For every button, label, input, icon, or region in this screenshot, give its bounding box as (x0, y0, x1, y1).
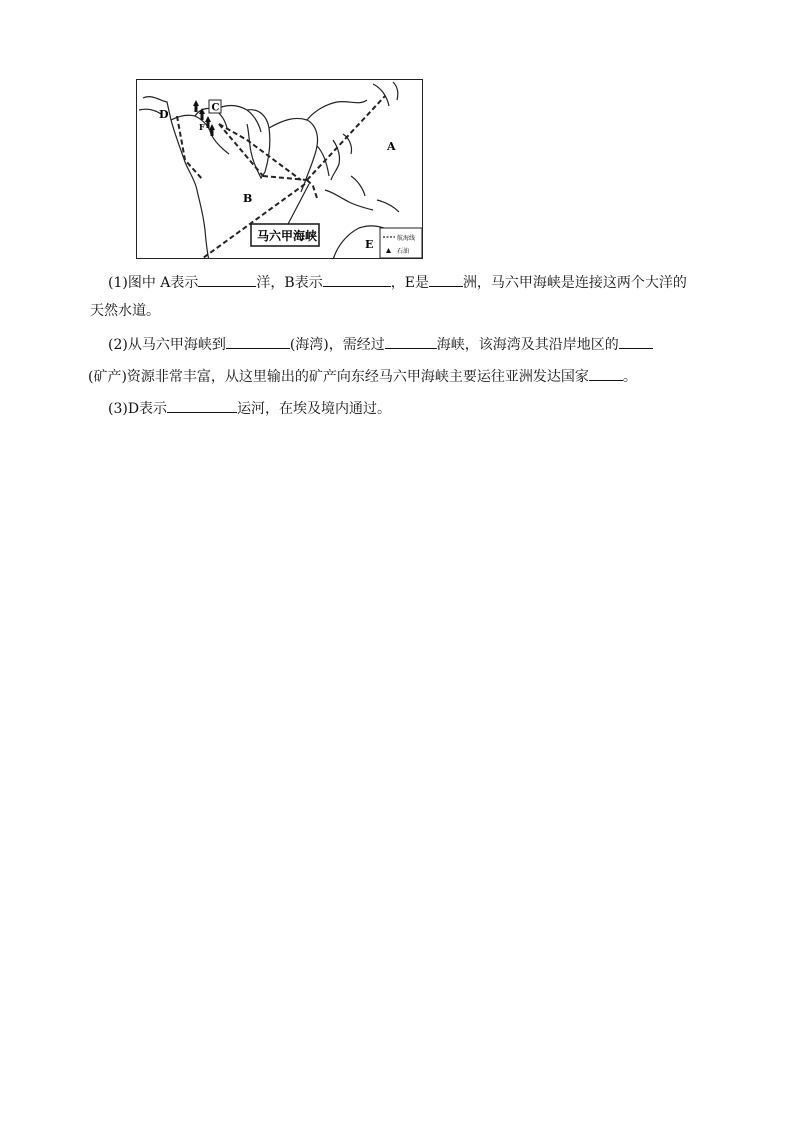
map-label-f: F (199, 122, 205, 132)
q2-blank-mineral[interactable] (619, 332, 653, 349)
map-label-a: A (387, 140, 396, 153)
q1-blank-e[interactable] (429, 270, 463, 287)
q3-blank-canal[interactable] (167, 396, 237, 413)
q1-text-line2: 天然水道。 (90, 303, 160, 319)
q2-text-end: 。 (622, 369, 637, 385)
legend-route-label: 航海线 (397, 235, 416, 242)
map-drawing (137, 80, 423, 259)
q1-text-d: 洲，马六甲海峡是连接这两个大洋的 (462, 275, 687, 291)
q2-blank-gulf[interactable] (226, 332, 290, 349)
legend-oil-label: 石油 (397, 248, 410, 255)
question-2-line-2 (88, 364, 637, 388)
q2-text-line2: (矿产)资源非常丰富，从这里输出的矿产向东经马六甲海峡主要运往亚洲发达国家 (88, 369, 589, 385)
question-1-line-2 (90, 300, 160, 322)
q1-text-a: (1)图中 A表示 (108, 275, 199, 291)
map-label-c: C (211, 102, 220, 114)
question-2-line-1 (108, 332, 653, 356)
q2-blank-strait[interactable] (385, 332, 437, 349)
q1-blank-b[interactable] (323, 270, 391, 287)
q1-text-c: ，E是 (390, 275, 429, 291)
q2-text-b: (海湾)，需经过 (289, 337, 385, 353)
q2-text-a: (2)从马六甲海峡到 (108, 337, 226, 353)
q1-text-b: 洋，B表示 (256, 275, 323, 291)
strait-label: 马六甲海峡 (257, 229, 318, 243)
q1-blank-a[interactable] (198, 270, 256, 287)
q3-text-b: 运河，在埃及境内通过。 (237, 401, 392, 417)
q2-text-c: 海峡，该海湾及其沿岸地区的 (436, 337, 619, 353)
q2-blank-country[interactable] (589, 364, 623, 381)
map-label-d: D (159, 108, 169, 121)
q3-text-a: (3)D表示 (108, 401, 168, 417)
sea-route-map (136, 79, 423, 259)
question-1-line-1 (108, 270, 687, 294)
map-label-b: B (243, 192, 253, 205)
map-label-e: E (365, 238, 374, 251)
question-3 (108, 396, 391, 420)
